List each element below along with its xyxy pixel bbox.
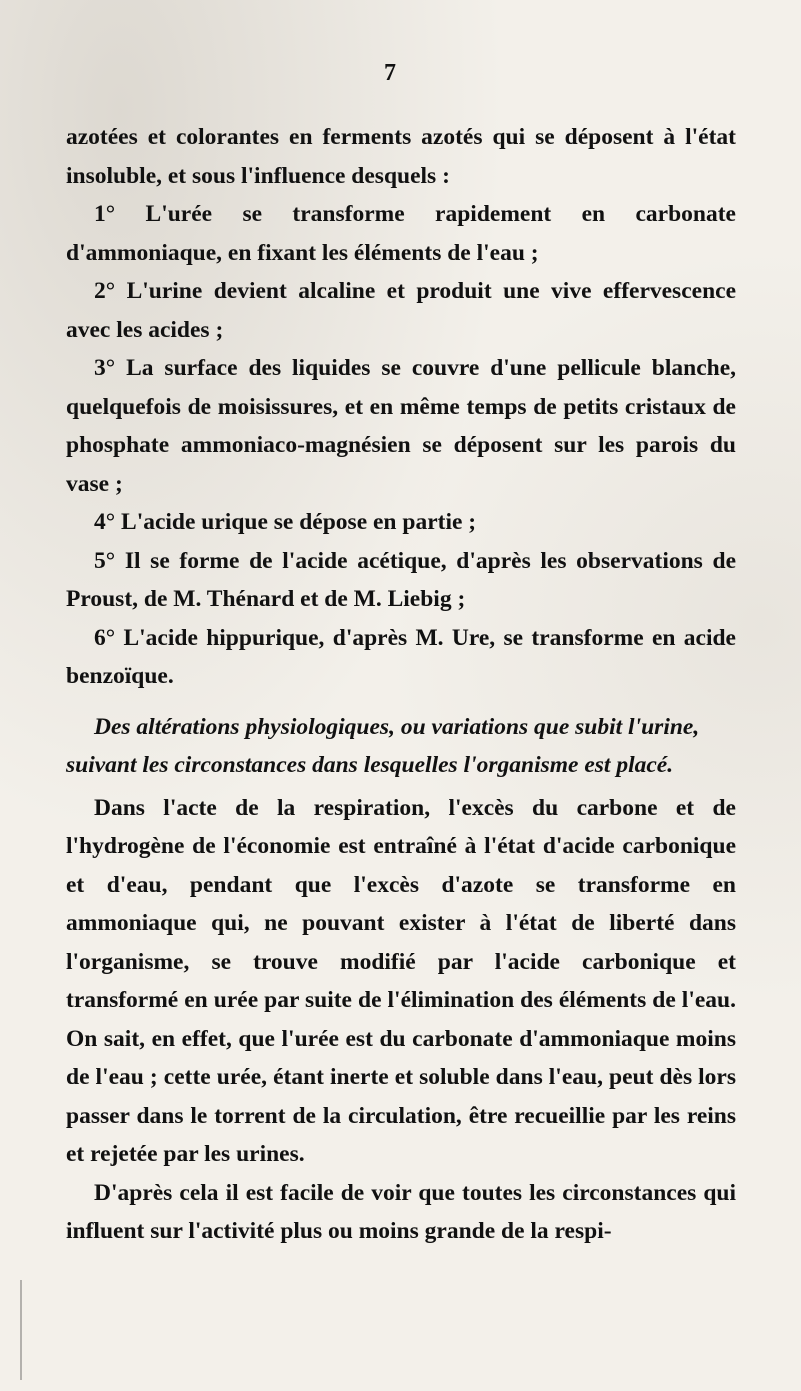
page-edge-mark: [20, 1280, 22, 1380]
list-item-5: 5° Il se forme de l'acide acétique, d'après les observations de Proust, de M. Thénard et de M. Liebig ;: [66, 547, 736, 612]
page-body: [66, 118, 736, 1251]
list-item-1: 1° L'urée se transforme rapidement en carbonate d'ammoniaque, en fixant les éléments de l'eau ;: [66, 201, 736, 266]
list-item-6: 6° L'acide hippurique, d'après M. Ure, se transforme en acide benzoïque.: [66, 624, 736, 689]
page-number: 7: [384, 60, 396, 86]
list-item-3: 3° La surface des liquides se couvre d'une pellicule blanche, quelquefois de moisissures, et en même temps de petits cristaux de phosphate ammoniaco-magnésien se déposent sur les parois du vase ;: [66, 355, 736, 497]
section-heading: Des altérations physiologiques, ou variations que subit l'urine, suivant les circonstances dans lesquelles l'organisme est placé.: [66, 713, 700, 778]
paragraph-continuation: azotées et colorantes en ferments azotés qui se déposent à l'état insoluble, et sous l'influence desquels :: [66, 124, 736, 189]
list-item-4: 4° L'acide urique se dépose en partie ;: [94, 509, 477, 535]
paragraph-respiration: Dans l'acte de la respiration, l'excès du carbone et de l'hydrogène de l'économie est entraîné à l'état d'acide carbonique et d'eau, pendant que l'excès d'azote se transforme en ammoniaque qui, ne pouvant exister à l'état de liberté dans l'organisme, se trouve modifié par l'acide carbonique et transformé en urée par suite de l'élimination des éléments de l'eau. On sait, en effet, que l'urée est du carbonate d'ammoniaque moins de l'eau ; cette urée, étant inerte et soluble dans l'eau, peut dès lors passer dans le torrent de la circulation, être recueillie par les reins et rejetée par les urines.: [66, 794, 736, 1167]
list-item-2: 2° L'urine devient alcaline et produit une vive effervescence avec les acides ;: [66, 278, 736, 343]
paragraph-circumstances: D'après cela il est facile de voir que toutes les circonstances qui influent sur l'activité plus ou moins grande de la respi-: [66, 1179, 736, 1244]
